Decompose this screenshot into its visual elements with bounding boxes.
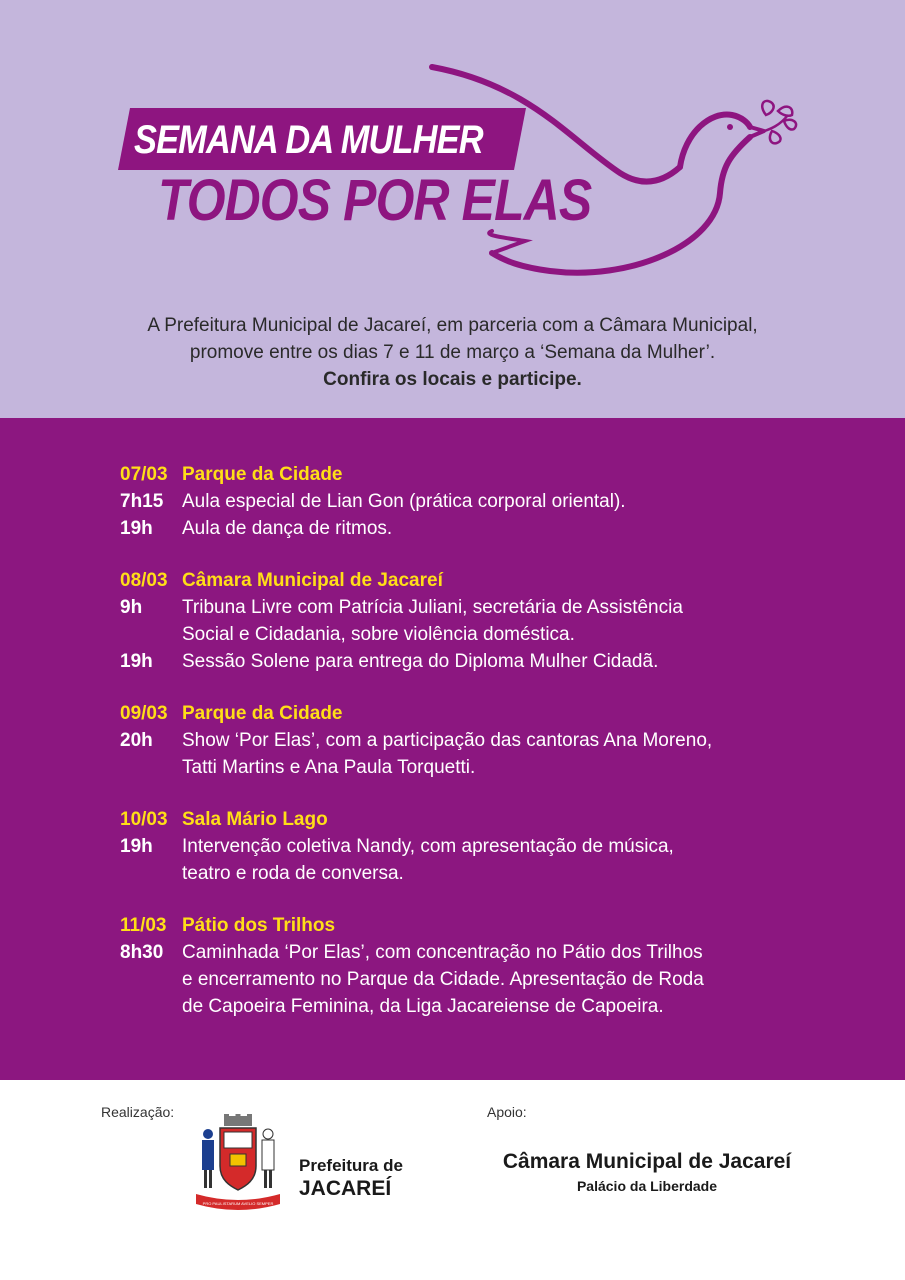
event-heading [120, 461, 840, 488]
event-description [182, 648, 840, 675]
event-item [120, 515, 840, 542]
event-time: 19h [120, 651, 153, 672]
event-description [182, 727, 840, 781]
event-description [182, 833, 840, 887]
events-list [120, 461, 840, 1045]
event-date: 10/03 [120, 809, 168, 830]
event-description-line: Caminhada ‘Por Elas’, com concentração no Pátio dos Trilhos [182, 942, 703, 963]
event-time: 8h30 [120, 942, 164, 963]
event-date: 11/03 [120, 915, 167, 936]
event-time: 19h [120, 836, 153, 857]
coat-motto: PRO PAULISTARUM AVELIO SEMPER [202, 1201, 274, 1206]
event-description-line: Social e Cidadania, sobre violência doméstica. [182, 624, 575, 645]
event-date: 07/03 [120, 464, 168, 485]
event-heading [120, 567, 840, 594]
event-place: Parque da Cidade [182, 464, 343, 485]
event-description [182, 594, 840, 648]
event-heading [120, 700, 840, 727]
event-item [120, 488, 840, 515]
event-description-line: Sessão Solene para entrega do Diploma Mulher Cidadã. [182, 651, 659, 672]
footer-section [0, 1080, 905, 1280]
olive-branch-icon [758, 101, 796, 143]
event-heading [120, 912, 840, 939]
apoio-label: Apoio: [487, 1104, 527, 1120]
event-heading [120, 806, 840, 833]
event-time: 20h [120, 730, 153, 751]
event-description-line: Show ‘Por Elas’, com a participação das cantoras Ana Moreno, [182, 730, 713, 751]
prefeitura-name-line-1: Prefeitura de [299, 1156, 403, 1175]
event-date: 08/03 [120, 570, 168, 591]
event-description-line: de Capoeira Feminina, da Liga Jacareiense de Capoeira. [182, 996, 664, 1017]
event-item [120, 727, 840, 781]
event-description [182, 515, 840, 542]
event-day [120, 567, 840, 675]
event-place: Parque da Cidade [182, 703, 343, 724]
camara-name: Câmara Municipal de Jacareí [502, 1150, 792, 1173]
event-time: 9h [120, 597, 143, 618]
intro-line: A Prefeitura Municipal de Jacareí, em parceria com a Câmara Municipal, [147, 315, 758, 336]
event-description-line: Aula especial de Lian Gon (prática corporal oriental). [182, 491, 626, 512]
event-item [120, 648, 840, 675]
event-description [182, 939, 840, 1020]
program-section [0, 418, 905, 1080]
event-time: 7h15 [120, 491, 164, 512]
header-section [0, 0, 905, 418]
event-description [182, 488, 840, 515]
event-item [120, 594, 840, 648]
event-day [120, 806, 840, 887]
event-place: Sala Mário Lago [182, 809, 328, 830]
event-description-line: e encerramento no Parque da Cidade. Apresentação de Roda [182, 969, 704, 990]
event-date: 09/03 [120, 703, 168, 724]
event-item [120, 833, 840, 887]
title-line-1: SEMANA DA MULHER [134, 118, 483, 162]
event-place: Câmara Municipal de Jacareí [182, 570, 443, 591]
event-item [120, 939, 840, 1020]
intro-line: promove entre os dias 7 e 11 de março a ‘Semana da Mulher’. [189, 342, 716, 363]
coat-of-arms-icon [190, 1114, 286, 1214]
camara-subtitle: Palácio da Liberdade [576, 1178, 718, 1194]
realizacao-label: Realização: [101, 1104, 175, 1120]
intro-text [0, 312, 905, 393]
event-description-line: Aula de dança de ritmos. [182, 518, 393, 539]
event-day [120, 700, 840, 781]
event-description-line: Tatti Martins e Ana Paula Torquetti. [182, 757, 476, 778]
prefeitura-name-line-2: JACAREÍ [299, 1177, 392, 1200]
event-day [120, 912, 840, 1020]
event-description-line: Tribuna Livre com Patrícia Juliani, secretária de Assistência [182, 597, 683, 618]
event-place: Pátio dos Trilhos [182, 915, 336, 936]
event-description-line: teatro e roda de conversa. [182, 863, 404, 884]
event-description-line: Intervenção coletiva Nandy, com apresentação de música, [182, 836, 674, 857]
event-day [120, 461, 840, 542]
intro-call-to-action: Confira os locais e participe. [323, 369, 582, 390]
event-time: 19h [120, 518, 153, 539]
title-line-2: TODOS POR ELAS [158, 168, 592, 233]
